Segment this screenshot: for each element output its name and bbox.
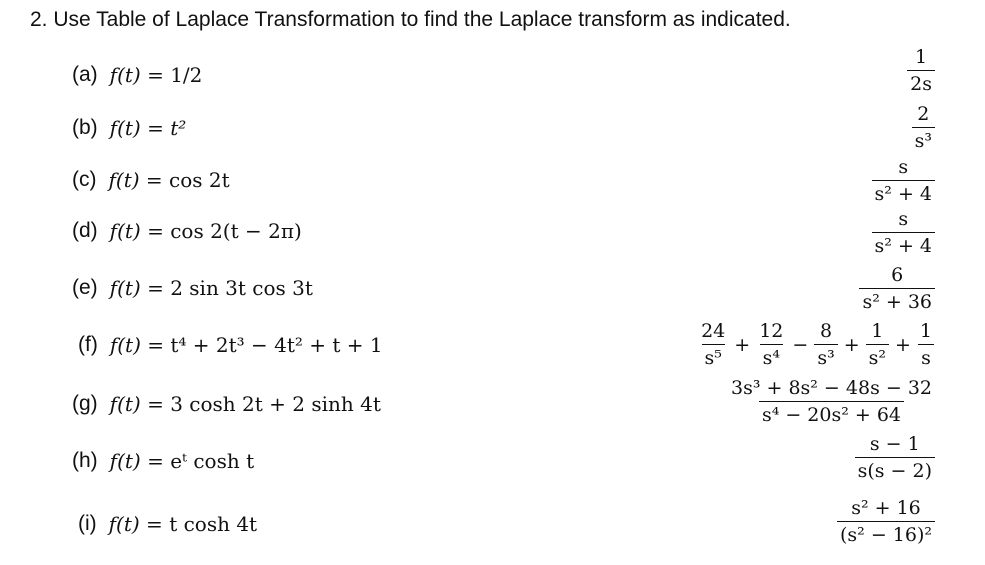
fraction-denominator: s³ [814,344,837,369]
answer-f [698,320,935,369]
answer-b [912,103,935,152]
answer-fraction [912,103,935,152]
fraction-numerator: 12 [759,320,784,342]
fraction-numerator: 24 [701,320,726,342]
answer-d [872,208,935,257]
answer-fraction [872,208,935,257]
answer-c [872,156,935,205]
fraction-denominator: s⁴ − 20s² + 64 [759,401,904,426]
item-e [72,273,313,303]
operator-sign: + [894,333,911,356]
fraction-denominator: s⁴ [760,344,783,369]
answer-i [837,497,935,546]
fraction-numerator: s² + 16 [851,497,921,519]
answer-fraction [917,320,935,369]
item-a [72,60,202,90]
fraction-numerator: 2 [917,103,930,125]
function-expression: f(t) = t⁴ + 2t³ − 4t² + t + 1 [109,333,383,357]
operator-sign: + [734,333,751,356]
fraction-denominator: s(s − 2) [855,457,935,482]
problem-title: 2. Use Table of Laplace Transformation to find the Laplace transform as indicated. [30,8,791,31]
answer-fraction [859,264,935,313]
item-f [78,330,383,360]
function-expression: f(t) = cos 2t [108,168,230,192]
fraction-numerator: 6 [891,264,904,286]
answer-fraction [814,320,837,369]
function-expression: f(t) = cos 2(t − 2π) [109,219,302,243]
function-expression: f(t) = eᵗ cosh t [109,449,255,473]
item-label: (b) [72,116,98,139]
answer-e [859,264,935,313]
fraction-denominator: s [918,344,934,369]
function-expression: f(t) = t cosh 4t [108,512,258,536]
operator-sign: − [792,333,809,356]
item-d [72,216,302,246]
function-expression: f(t) = 1/2 [109,63,203,87]
answer-a [907,46,935,95]
fraction-numerator: 3s³ + 8s² − 48s − 32 [730,377,932,399]
function-expression: f(t) = 3 cosh 2t + 2 sinh 4t [109,392,381,416]
item-i [78,509,257,539]
item-label: (e) [72,276,98,299]
fraction-numerator: 1 [915,46,928,68]
fraction-denominator: (s² − 16)² [837,521,935,546]
fraction-denominator: s² [866,344,889,369]
item-h [72,446,254,476]
item-label: (c) [72,168,97,191]
fraction-denominator: s² + 4 [872,180,935,205]
operator-sign: + [843,333,860,356]
answer-fraction [728,377,935,426]
fraction-denominator: s² + 4 [872,232,935,257]
fraction-denominator: 2s [907,70,935,95]
fraction-numerator: s [898,156,909,178]
item-label: (g) [72,392,98,415]
fraction-numerator: 1 [919,320,932,342]
item-c [72,165,230,195]
answer-fraction [855,433,935,482]
answer-fraction [756,320,786,369]
item-g [72,389,381,419]
fraction-denominator: s³ [912,127,935,152]
answer-g [728,377,935,426]
fraction-numerator: 8 [819,320,833,342]
fraction-denominator: s⁵ [702,344,725,369]
function-expression: f(t) = 2 sin 3t cos 3t [109,276,313,300]
answer-fraction [907,46,935,95]
fraction-numerator: s [898,208,909,230]
fraction-denominator: s² + 36 [859,288,935,313]
answer-fraction [872,156,935,205]
item-label: (a) [72,63,98,86]
function-expression: f(t) = t² [109,116,187,140]
answer-fraction [837,497,935,546]
item-label: (d) [72,219,98,242]
item-b [72,113,186,143]
item-label: (h) [72,449,98,472]
answer-fraction [698,320,728,369]
fraction-numerator: 1 [871,320,884,342]
fraction-numerator: s − 1 [869,433,920,455]
item-label: (i) [78,512,97,535]
answer-fraction [866,320,889,369]
answer-h [855,433,935,482]
item-label: (f) [78,333,98,356]
